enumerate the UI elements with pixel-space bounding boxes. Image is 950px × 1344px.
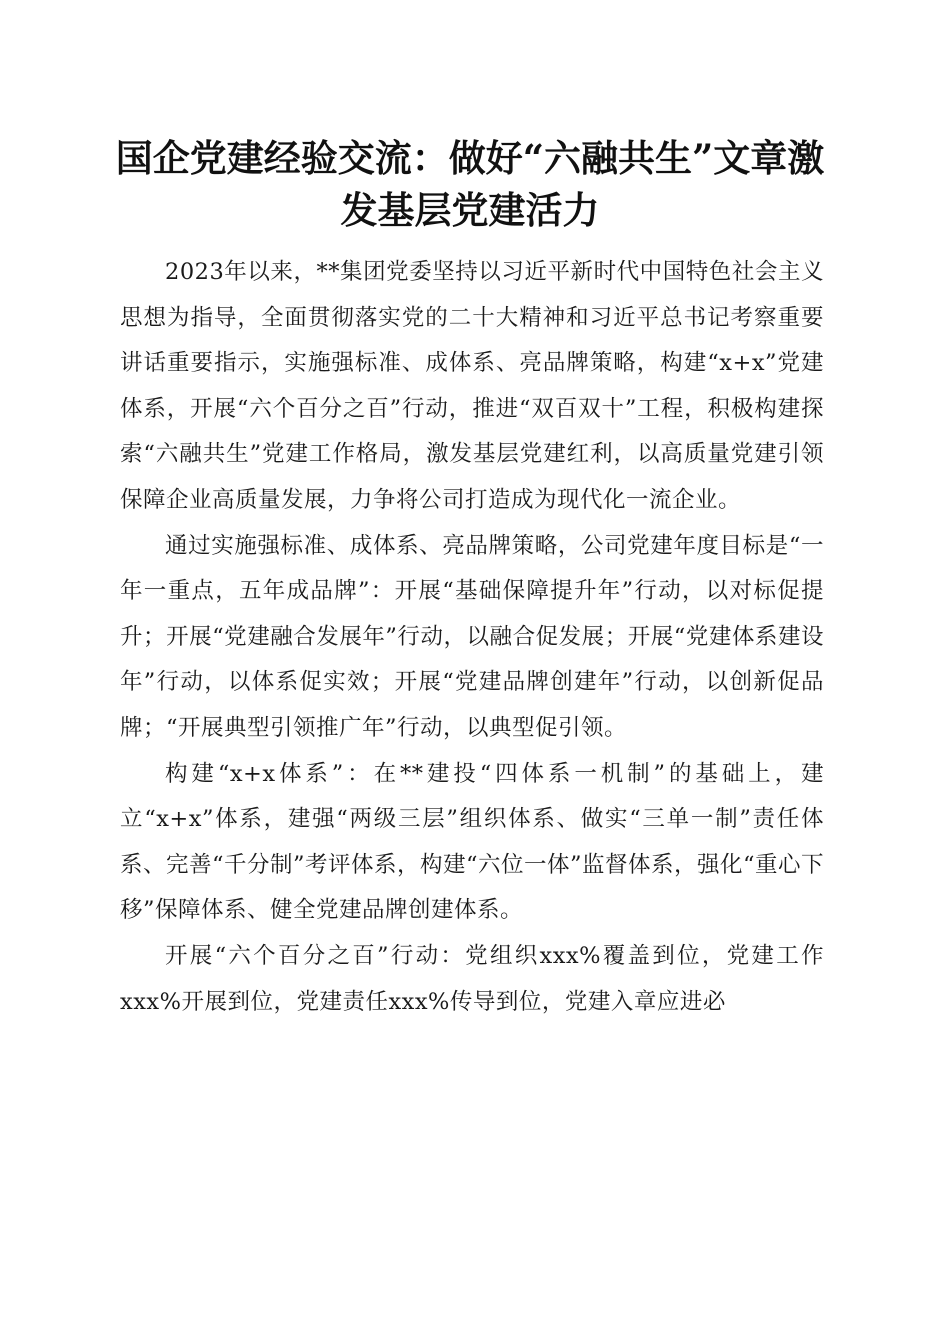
paragraph-x-plus-x-system: 构建“x+x体系”：在**建投“四体系一机制”的基础上，建立“x+x”体系，建强“两级三层”组织体系、做实“三单一制”责任体系、完善“千分制”考评体系，构建“六位一体”监督体系，强化“重心下移”保障体系、健全党建品牌创建体系。 [120,760,825,924]
paragraph-annual-goals: 通过实施强标准、成体系、亮品牌策略，公司党建年度目标是“一年一重点，五年成品牌”：开展“基础保障提升年”行动，以对标促提升；开展“党建融合发展年”行动，以融合促发展；开展“党建体系建设年”行动，以体系促实效；开展“党建品牌创建年”行动，以创新促品牌；“开展典型引领推广年”行动，以典型促引领。 [120,532,824,741]
paragraph-intro: 2023年以来，**集团党委坚持以习近平新时代中国特色社会主义思想为指导，全面贯彻落实党的二十大精神和习近平总书记考察重要讲话重要指示，实施强标准、成体系、亮品牌策略，构建“x+x”党建体系，开展“六个百分之百”行动，推进“双百双十”工程，积极构建探索“六融共生”党建工作格局，激发基层党建红利，以高质量党建引领保障企业高质量发展，力争将公司打造成为现代化一流企业。 [120,259,824,513]
document-body [120,250,824,1025]
document-title: 国企党建经验交流：做好“六融共生”文章激发基层党建活力 [115,136,825,232]
paragraph-six-hundred-percent: 开展“六个百分之百”行动：党组织xxx%覆盖到位，党建工作xxx%开展到位，党建责任xxx%传导到位，党建入章应进必 [120,942,824,1015]
